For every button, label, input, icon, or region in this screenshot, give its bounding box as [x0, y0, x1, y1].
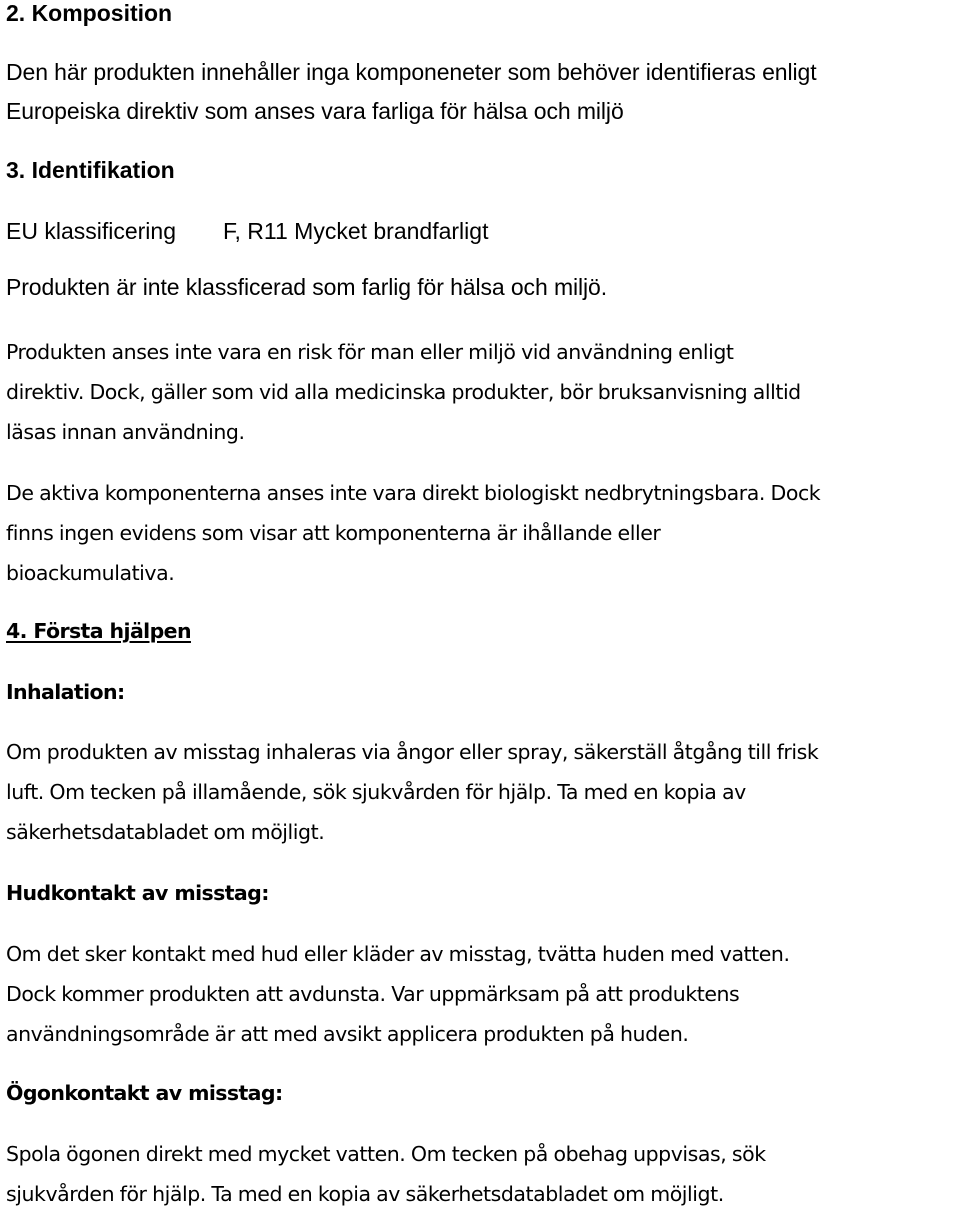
eye-contact-body: [6, 1134, 766, 1214]
section-4-heading: 4. Första hjälpen: [6, 619, 191, 643]
section-2-line: Den här produkten innehåller inga komponeneter som behöver identifieras enligt: [6, 59, 817, 85]
paragraph-line: säkerhetsdatabladet om möjligt.: [6, 820, 325, 844]
inhalation-title: Inhalation:: [6, 680, 125, 704]
paragraph-line: Produkten anses inte vara en risk för man eller miljö vid användning enligt: [6, 340, 734, 364]
inhalation-body: [6, 732, 818, 852]
section-2-heading: 2. Komposition: [6, 0, 173, 26]
section-2-body: [6, 53, 817, 131]
skin-contact-title: Hudkontakt av misstag:: [6, 881, 269, 905]
paragraph-line: direktiv. Dock, gäller som vid alla medicinska produkter, bör bruksanvisning alltid: [6, 380, 801, 404]
paragraph-line: finns ingen evidens som visar att komponenterna är ihållande eller: [6, 521, 661, 545]
paragraph-line: Om det sker kontakt med hud eller kläder av misstag, tvätta huden med vatten.: [6, 942, 790, 966]
paragraph-line: användningsområde är att med avsikt applicera produkten på huden.: [6, 1022, 689, 1046]
section-3-paragraph-2: [6, 473, 820, 593]
section-2-line: Europeiska direktiv som anses vara farliga för hälsa och miljö: [6, 98, 624, 124]
section-3-heading: 3. Identifikation: [6, 157, 175, 183]
classification-row: [6, 218, 488, 244]
eye-contact-title: Ögonkontakt av misstag:: [6, 1081, 283, 1105]
paragraph-line: Spola ögonen direkt med mycket vatten. Om tecken på obehag uppvisas, sök: [6, 1142, 766, 1166]
paragraph-line: Dock kommer produkten att avdunsta. Var uppmärksam på att produktens: [6, 982, 740, 1006]
paragraph-line: bioackumulativa.: [6, 561, 175, 585]
paragraph-line: läsas innan användning.: [6, 420, 245, 444]
skin-contact-body: [6, 934, 790, 1054]
paragraph-line: De aktiva komponenterna anses inte vara direkt biologiskt nedbrytningsbara. Dock: [6, 481, 821, 505]
paragraph-line: Om produkten av misstag inhaleras via ångor eller spray, säkerställ åtgång till frisk: [6, 740, 819, 764]
classification-value: F, R11 Mycket brandfarligt: [223, 218, 489, 244]
section-3-paragraph-1: [6, 332, 801, 452]
classification-label: EU klassificering: [6, 218, 176, 244]
paragraph-line: sjukvården för hjälp. Ta med en kopia av säkerhetsdatabladet om möjligt.: [6, 1182, 724, 1206]
classification-statement: Produkten är inte klassficerad som farlig för hälsa och miljö.: [6, 274, 608, 300]
paragraph-line: luft. Om tecken på illamående, sök sjukvården för hjälp. Ta med en kopia av: [6, 780, 746, 804]
